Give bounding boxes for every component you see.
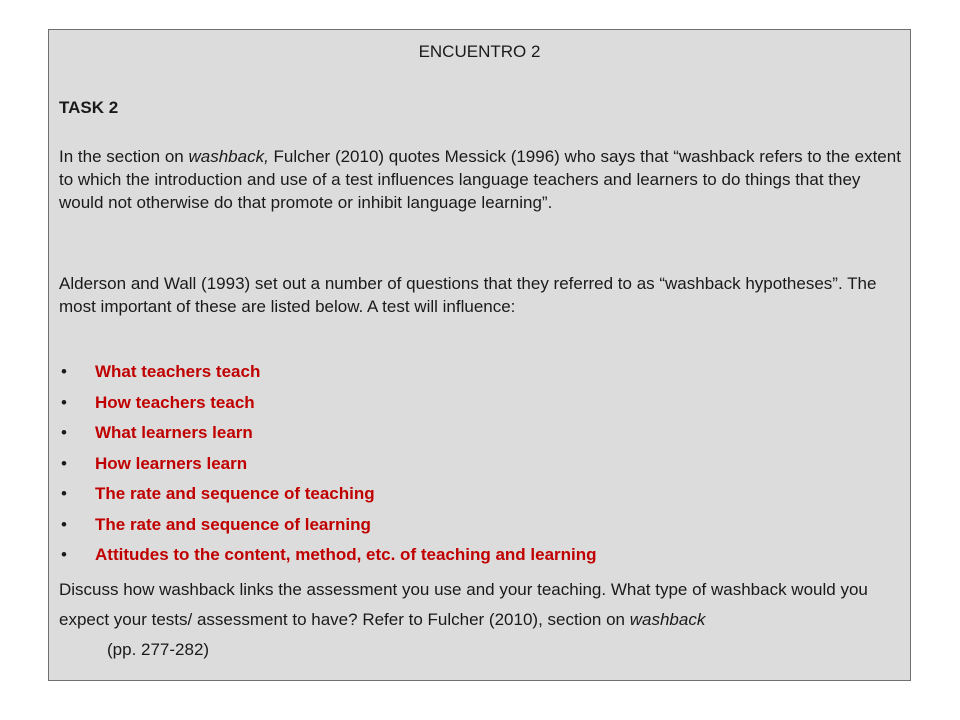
list-item [59,421,904,452]
task-title: TASK 2 [59,98,119,117]
list-item [59,513,904,544]
list-item-label: How learners learn [95,453,248,473]
bullet-icon: • [61,362,67,381]
list-item [59,543,904,574]
list-item [59,360,904,391]
slide-panel [48,29,911,681]
intro-emphasis: washback, [188,147,269,166]
bullet-icon: • [61,484,67,503]
discussion-emphasis: washback [629,610,706,629]
list-item [59,452,904,483]
list-item-label: What learners learn [95,423,253,442]
hypotheses-list [59,360,904,574]
list-item [59,391,904,422]
hypotheses-paragraph: Alderson and Wall (1993) set out a number of questions that they referred to as “washback hypotheses”. The most important of these are listed below. A test will influence: [59,274,877,316]
bullet-icon: • [61,392,67,412]
bullet-icon: • [61,453,67,473]
list-item [59,482,904,513]
list-item-label: What teachers teach [95,362,261,381]
slide-heading: ENCUENTRO 2 [418,42,541,61]
intro-text-2: Fulcher (2010) quotes Messick (1996) who says that “washback refers to the extent to which the introduction and use of a test influences language teachers and learners to do things that they would not otherwise do that promote or inhibit language learning”. [59,147,901,212]
discussion-text-1: Discuss how washback links the assessment you use and your teaching. What type of washback would you expect your tests/ assessment to have? Refer to Fulcher (2010), section on [59,580,868,629]
list-item-label: Attitudes to the content, method, etc. of teaching and learning [95,545,597,564]
intro-text-1: In the section on [59,147,189,166]
bullet-icon: • [61,423,67,442]
discussion-paragraph [59,575,909,665]
discussion-text-2: (pp. 277-282) [107,640,210,659]
list-item-label: The rate and sequence of teaching [95,484,375,503]
list-item-label: The rate and sequence of learning [95,514,371,534]
bullet-icon: • [61,545,67,564]
intro-paragraph [59,145,904,214]
bullet-icon: • [61,514,67,534]
list-item-label: How teachers teach [95,392,255,412]
